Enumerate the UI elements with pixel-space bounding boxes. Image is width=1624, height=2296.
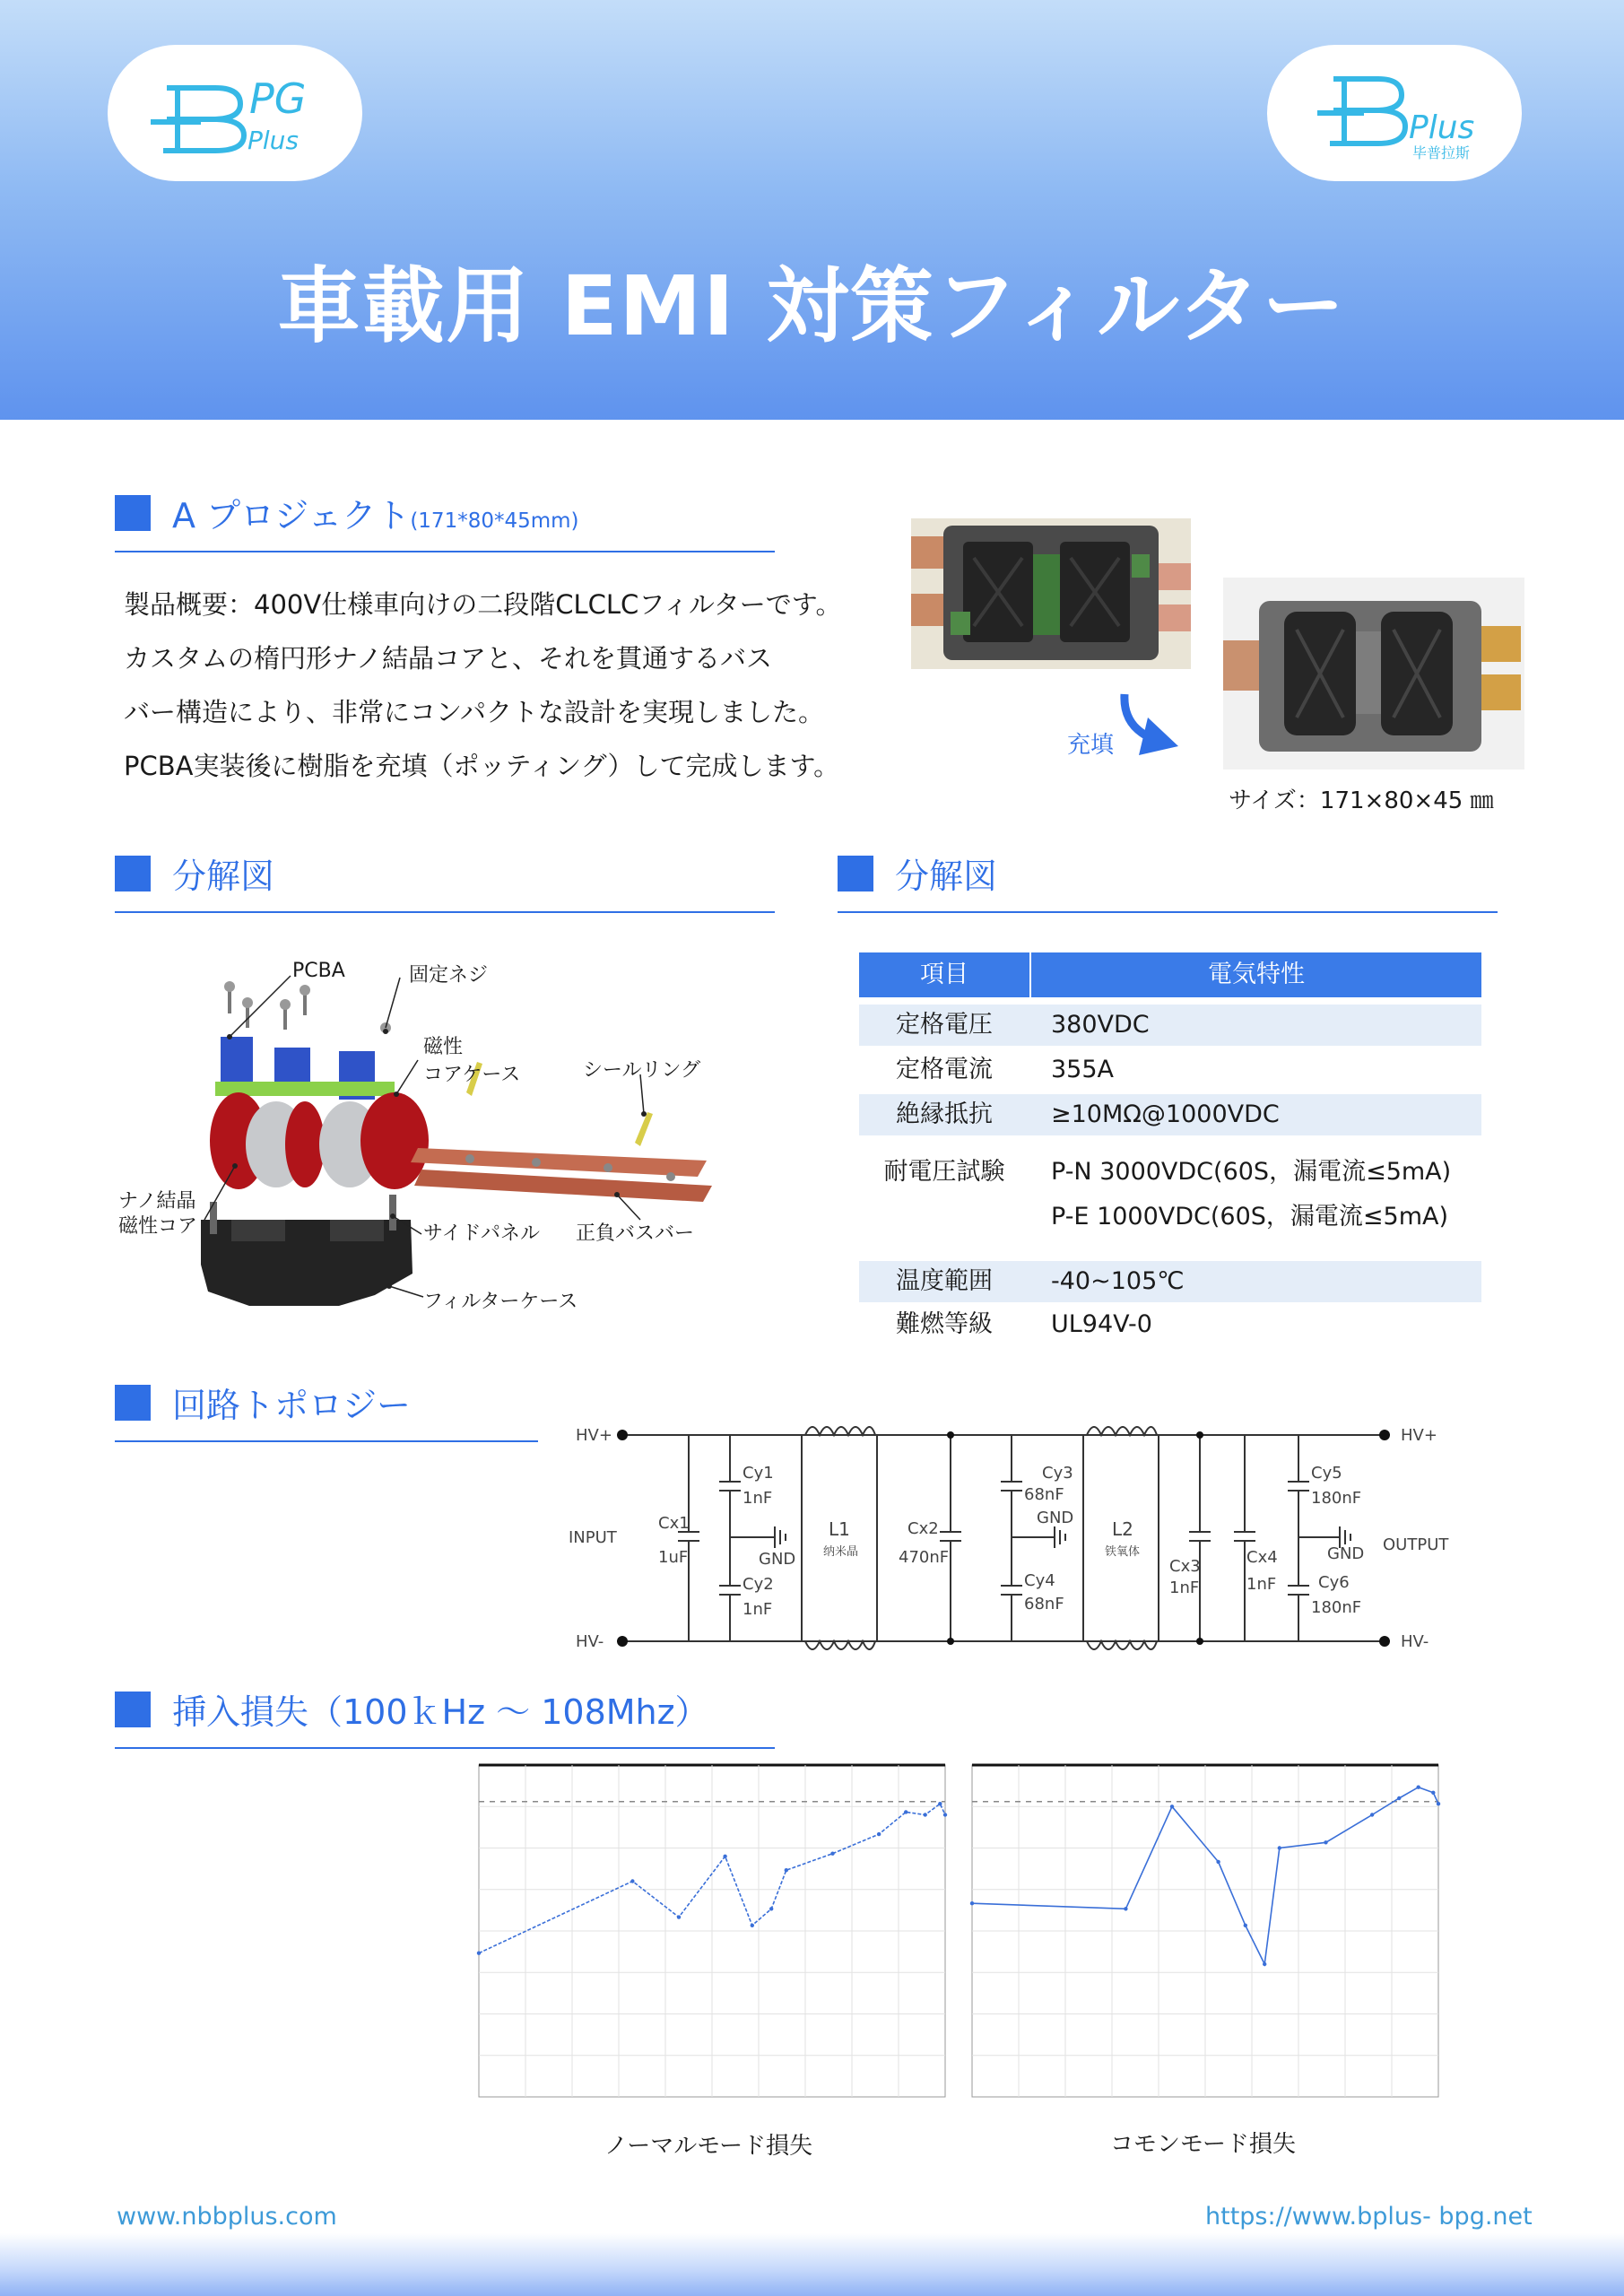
data-point [1263, 1962, 1266, 1966]
svg-text:68nF: 68nF [1024, 1595, 1064, 1613]
svg-text:铁氧体: 铁氧体 [1105, 1545, 1141, 1559]
svg-text:1nF: 1nF [1246, 1575, 1277, 1594]
input-label: INPUT [569, 1528, 617, 1547]
chart-normal-mode [475, 1756, 949, 2111]
svg-text:Cy5: Cy5 [1311, 1464, 1342, 1483]
svg-text:Cy2: Cy2 [743, 1575, 774, 1594]
heading-divider [838, 911, 1498, 913]
table-row [859, 1152, 1481, 1245]
data-point [1216, 1860, 1220, 1864]
svg-text:Cy4: Cy4 [1024, 1571, 1055, 1590]
size-caption: サイズ：171×80×45 ㎜ [1229, 787, 1494, 814]
data-point [1170, 1805, 1174, 1808]
data-point [1397, 1796, 1401, 1800]
svg-text:180nF: 180nF [1311, 1489, 1362, 1508]
row-key: 耐電圧試験 [883, 1158, 1005, 1186]
svg-text:Cy6: Cy6 [1318, 1573, 1350, 1592]
svg-text:GND: GND [1037, 1509, 1074, 1527]
loss-heading: 挿入損失（100ｋHz ～ 108Mhz） [172, 1692, 709, 1732]
logo-left-sub: Plus [248, 126, 299, 155]
circuit-heading: 回路トポロジー [172, 1386, 412, 1425]
svg-text:1nF: 1nF [743, 1600, 773, 1619]
svg-text:1uF: 1uF [658, 1548, 689, 1567]
row-value: -40~105℃ [1051, 1267, 1185, 1295]
svg-text:1nF: 1nF [1169, 1578, 1200, 1597]
project-heading: A プロジェクト [172, 496, 411, 535]
svg-text:1nF: 1nF [743, 1489, 773, 1508]
data-point [1278, 1846, 1281, 1849]
chart-common-mode [968, 1756, 1442, 2111]
svg-text:Cx3: Cx3 [1169, 1557, 1201, 1576]
data-point [677, 1915, 681, 1918]
data-point [943, 1813, 947, 1816]
section-heading-loss [115, 1677, 775, 1749]
row-key: 定格電流 [896, 1056, 993, 1083]
data-point [785, 1868, 788, 1872]
section-heading-circuit [115, 1370, 538, 1442]
section-heading-exploded [115, 841, 775, 913]
row-value: ≥10MΩ@1000VDC [1051, 1100, 1280, 1128]
heading-divider [115, 1747, 775, 1749]
row-value: 380VDC [1051, 1011, 1150, 1039]
page-title: 車載用 EMI 対策フィルター [277, 258, 1347, 354]
data-point [769, 1907, 773, 1910]
data-point [1244, 1924, 1247, 1927]
label-core-case: 磁性 コアケース [423, 1036, 521, 1086]
row-key: 定格電圧 [896, 1011, 993, 1039]
data-point [1324, 1840, 1327, 1844]
table-row [859, 1261, 1481, 1302]
common-mode-caption: コモンモード損失 [1110, 2131, 1296, 2158]
svg-text:Cy3: Cy3 [1042, 1464, 1073, 1483]
label-side-panel: サイドパネル [423, 1222, 541, 1245]
footer-link-left[interactable]: www.nbbplus.com [117, 2203, 337, 2231]
data-point [830, 1852, 834, 1856]
data-point [723, 1855, 726, 1858]
normal-mode-caption: ノーマルモード損失 [604, 2133, 813, 2160]
table-row [859, 1094, 1481, 1135]
svg-text:180nF: 180nF [1311, 1598, 1362, 1617]
row-value: P-N 3000VDC(60S，漏電流≤5mA) [1051, 1158, 1452, 1186]
data-point [924, 1813, 927, 1816]
footer-band [0, 2233, 1624, 2296]
chart-normal-mode-svg [475, 1756, 949, 2111]
logo-right-sub: 毕普拉斯 [1412, 144, 1471, 161]
data-point [751, 1924, 754, 1927]
data-point [970, 1901, 974, 1905]
spec-table-header [859, 952, 1481, 997]
product-photo-before [911, 518, 1191, 669]
svg-text:L1: L1 [829, 1518, 850, 1540]
data-point [1124, 1907, 1127, 1910]
col-item: 項目 [920, 961, 968, 988]
header-banner [0, 0, 1624, 420]
label-nano-core: ナノ結晶 磁性コア [118, 1190, 198, 1238]
heading-square-icon [115, 495, 151, 531]
bpg-logo [108, 45, 362, 181]
svg-text:GND: GND [759, 1550, 796, 1569]
data-point [630, 1879, 634, 1883]
svg-text:470nF: 470nF [899, 1548, 950, 1567]
svg-text:Cy1: Cy1 [743, 1464, 774, 1483]
row-key: 絶縁抵抗 [896, 1100, 993, 1128]
specs-heading: 分解図 [895, 857, 998, 896]
svg-text:Cx1: Cx1 [658, 1514, 690, 1533]
logo-right-main: Plus [1409, 109, 1475, 146]
data-point [477, 1952, 481, 1955]
output-label: OUTPUT [1383, 1535, 1449, 1554]
label-fixing-screw: 固定ネジ [409, 964, 489, 987]
row-key: 難燃等級 [896, 1310, 993, 1338]
project-heading-size: (171*80*45mm) [410, 509, 579, 533]
col-value: 電気特性 [1208, 961, 1305, 988]
hv-plus-in: HV+ [576, 1426, 612, 1445]
hv-plus-out: HV+ [1401, 1426, 1437, 1445]
heading-divider [115, 551, 775, 552]
hv-minus-in: HV- [576, 1632, 604, 1651]
label-seal-ring: シールリング [583, 1059, 701, 1082]
svg-text:68nF: 68nF [1024, 1485, 1064, 1504]
heading-square-icon [115, 1692, 151, 1727]
description-line: PCBA実装後に樹脂を充填（ポッティング）して完成します。 [124, 751, 840, 781]
chart-common-mode-svg [968, 1756, 1442, 2111]
hv-minus-out: HV- [1401, 1632, 1429, 1651]
logo-left-main: PG [249, 74, 307, 123]
data-point [938, 1802, 942, 1805]
heading-square-icon [115, 1385, 151, 1421]
section-heading-specs [838, 841, 1498, 913]
svg-text:GND: GND [1327, 1544, 1365, 1563]
data-point [1431, 1791, 1435, 1795]
row-value: 355A [1051, 1056, 1115, 1083]
heading-divider [115, 1440, 538, 1442]
section-heading-project [115, 481, 775, 552]
table-row [859, 1304, 1481, 1345]
description-line: バー構造により、非常にコンパクトな設計を実現しました。 [124, 697, 824, 727]
footer-link-right[interactable]: https://www.bplus- bpg.net [1205, 2203, 1533, 2231]
heading-square-icon [115, 856, 151, 891]
svg-text:Cx2: Cx2 [908, 1519, 939, 1538]
bplus-logo [1267, 45, 1522, 181]
data-point [877, 1832, 881, 1836]
exploded-heading: 分解図 [172, 857, 275, 896]
row-key: 温度範囲 [896, 1267, 993, 1295]
svg-text:纳米晶: 纳米晶 [823, 1545, 859, 1559]
exploded-diagram [115, 951, 725, 1327]
description-line: 製品概要：400V仕様車向けの二段階CLCLCフィルターです。 [124, 589, 842, 620]
row-value-2: P-E 1000VDC(60S，漏電流≤5mA) [1051, 1203, 1449, 1231]
label-pcba: PCBA [292, 960, 345, 982]
label-filter-case: フィルターケース [423, 1291, 578, 1313]
svg-text:L2: L2 [1112, 1518, 1133, 1540]
label-busbar: 正負バスバー [576, 1222, 695, 1245]
data-point [1417, 1786, 1420, 1789]
fill-label: 充填 [1067, 732, 1115, 759]
product-photo-after [1223, 578, 1524, 770]
table-row [859, 1004, 1481, 1046]
data-point [1370, 1813, 1374, 1816]
svg-text:Cx4: Cx4 [1246, 1548, 1278, 1567]
data-point [904, 1810, 908, 1813]
description-line: カスタムの楕円形ナノ結晶コアと、それを貫通するバス [124, 643, 772, 674]
heading-square-icon [838, 856, 873, 891]
row-value: UL94V-0 [1051, 1310, 1152, 1338]
data-point [1437, 1802, 1440, 1805]
heading-divider [115, 911, 775, 913]
circuit-schematic [563, 1413, 1460, 1665]
table-row [859, 1049, 1481, 1091]
